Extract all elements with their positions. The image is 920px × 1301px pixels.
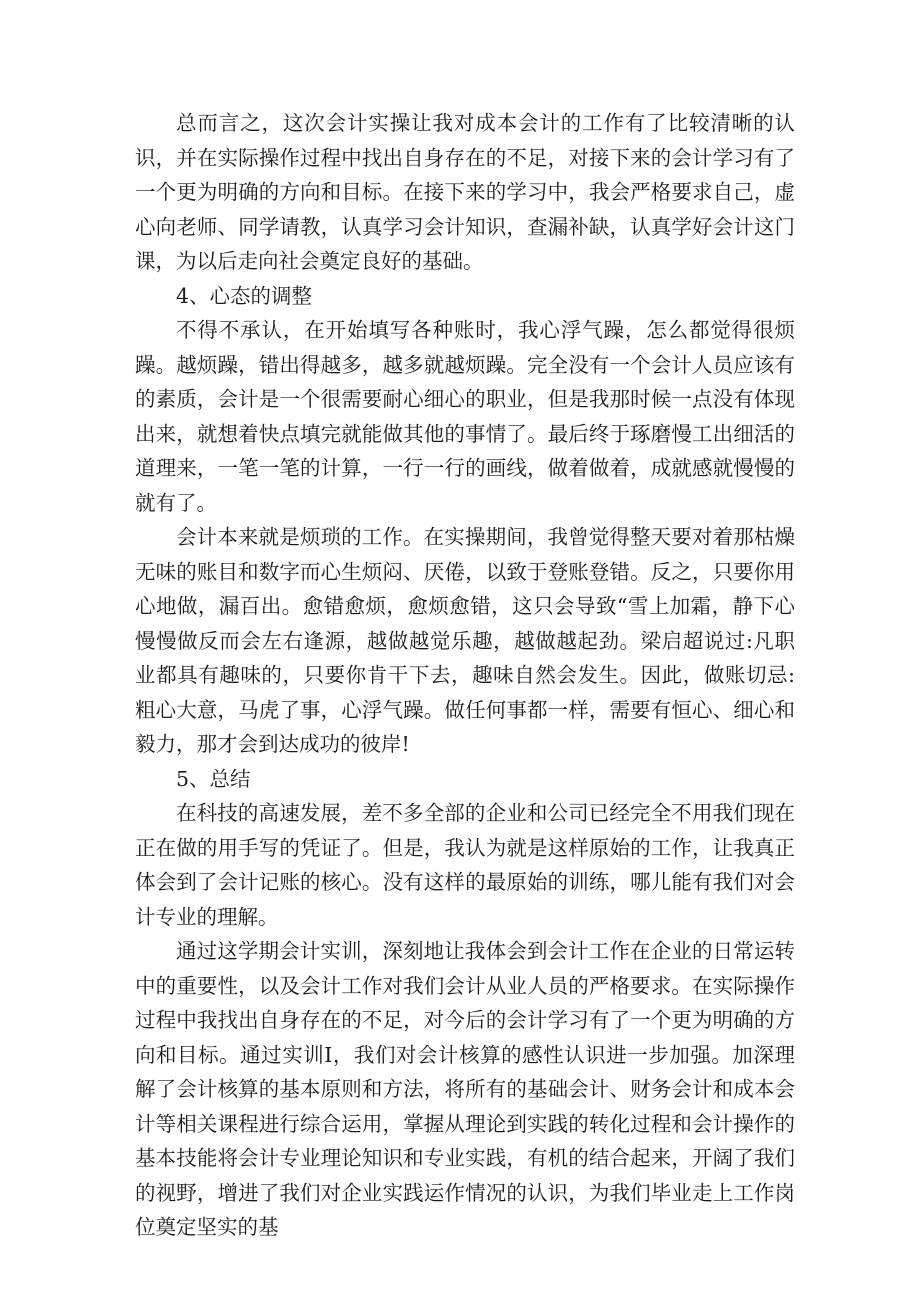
- paragraph-mindset-1: 不得不承认，在开始填写各种账时，我心浮气躁，怎么都觉得很烦躁。越烦躁，错出得越多，越多就越烦躁。完全没有一个会计人员应该有的素质，会计是一个很需要耐心细心的职业，但是我那时候一点没有体现出来，就想着快点填完就能做其他的事情了。最后终于琢磨慢工出细活的道理来，一笔一笔的计算，一行一行的画线，做着做着，成就感就慢慢的就有了。: [135, 318, 795, 515]
- paragraph-conclusion-2: 通过这学期会计实训，深刻地让我体会到会计工作在企业的日常运转中的重要性，以及会计工作对我们会计从业人员的严格要求。在实际操作过程中我找出自身存在的不足，对今后的会计学习有了一个更为明确的方向和目标。通过实训I，我们对会计核算的感性认识进一步加强。加深理解了会计核算的基本原则和方法，将所有的基础会计、财务会计和成本会计等相关课程进行综合运用，掌握从理论到实践的转化过程和会计操作的基本技能将会计专业理论知识和专业实践，有机的结合起来，开阔了我们的视野，增进了我们对企业实践运作情况的认识，为我们毕业走上工作岗位奠定坚实的基: [135, 939, 795, 1239]
- paragraph-mindset-2: 会计本来就是烦琐的工作。在实操期间，我曾觉得整天要对着那枯燥无味的账目和数字而心生烦闷、厌倦，以致于登账登错。反之，只要你用心地做，漏百出。愈错愈烦，愈烦愈错，这只会导致“雪上加霜，静下心慢慢做反而会左右逢源，越做越觉乐趣，越做越起劲。梁启超说过:凡职业都具有趣味的，只要你肯干下去，趣味自然会发生。因此，做账切忌:粗心大意，马虎了事，心浮气躁。做任何事都一样，需要有恒心、细心和毅力，那才会到达成功的彼岸!: [135, 525, 795, 756]
- paragraph-conclusion-1: 在科技的高速发展，差不多全部的企业和公司已经完全不用我们现在正在做的用手写的凭证了。但是，我认为就是这样原始的工作，让我真正体会到了会计记账的核心。没有这样的最原始的训练，哪儿能有我们对会计专业的理解。: [135, 801, 795, 929]
- section-heading-conclusion: 5、总结: [176, 766, 251, 791]
- paragraph-summary: 总而言之，这次会计实操让我对成本会计的工作有了比较清晰的认识，并在实际操作过程中找出自身存在的不足，对接下来的会计学习有了一个更为明确的方向和目标。在接下来的学习中，我会严格要求自己，虚心向老师、同学请教，认真学习会计知识，查漏补缺，认真学好会计这门课，为以后走向社会奠定良好的基础。: [135, 111, 795, 273]
- document-body: [135, 106, 795, 1245]
- section-heading-mindset: 4、心态的调整: [176, 283, 313, 308]
